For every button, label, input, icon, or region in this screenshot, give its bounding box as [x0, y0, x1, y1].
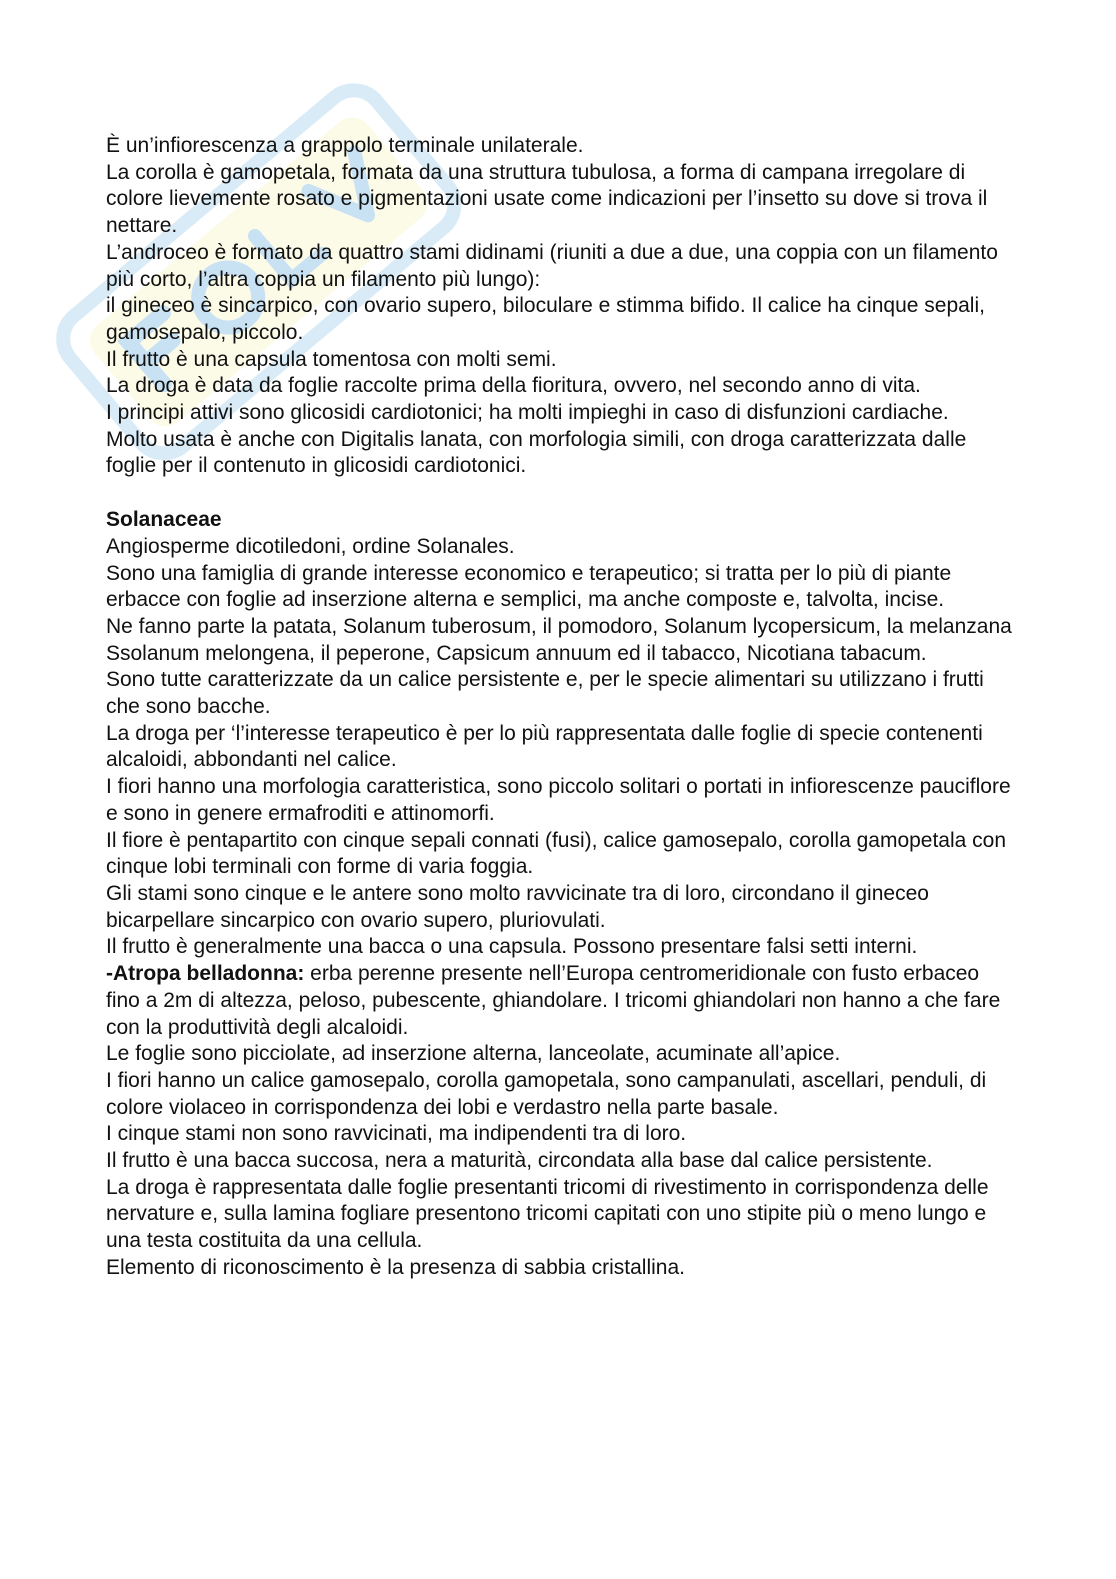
paragraph: il gineceo è sincarpico, con ovario supero, biloculare e stimma bifido. Il calice ha cinque sepali, gamosepalo, piccolo. [106, 294, 985, 344]
paragraph: I fiori hanno una morfologia caratteristica, sono piccolo solitari o portati in infiorescenze pauciflore e sono in genere ermafroditi e attinomorfi. [106, 775, 1011, 825]
document-page [106, 133, 1016, 1282]
paragraph: Sono una famiglia di grande interesse economico e terapeutico; si tratta per lo più di piante erbacce con foglie ad inserzione alterna e semplici, ma anche composte e, talvolta, incise. [106, 561, 952, 612]
paragraph: Gli stami sono cinque e le antere sono molto ravvicinate tra di loro, circondano il gineceo bicarpellare sincarpico con ovario supero, pluriovulati. [106, 881, 929, 932]
paragraph: L’androceo è formato da quattro stami didinami (riuniti a due a due, una coppia con un filamento più corto, l’altra coppia un filamento più lungo): [106, 240, 998, 291]
paragraph: Sono tutte caratterizzate da un calice persistente e, per le specie alimentari su utilizzano i frutti che sono bacche. [106, 668, 984, 719]
paragraph: Le foglie sono picciolate, ad inserzione alterna, lanceolate, acuminate all’apice. [106, 1042, 841, 1066]
paragraph: Il frutto è generalmente una bacca o una capsula. Possono presentare falsi setti interni. [106, 935, 918, 959]
paragraph: Angiosperme dicotiledoni, ordine Solanales. [106, 534, 515, 558]
paragraph: Il frutto è una capsula tomentosa con molti semi. [106, 347, 557, 371]
atropa-text: erba perenne presente nell’Europa centromeridionale con fusto erbaceo fino a 2m di altezza, peloso, pubescente, ghiandolare. I tricomi ghiandolari non hanno a che fare con la produttività degli alcaloidi. [106, 962, 1001, 1039]
atropa-paragraph [106, 961, 1016, 1041]
atropa-term: -Atropa belladonna: [106, 962, 305, 986]
paragraph: La droga è data da foglie raccolte prima della fioritura, ovvero, nel secondo anno di vita. [106, 374, 921, 398]
paragraph: È un’infiorescenza a grappolo terminale unilaterale. [106, 134, 584, 157]
paragraph: Molto usata è anche con Digitalis lanata, con morfologia simili, con droga caratterizzata dalle foglie per il contenuto in glicosidi cardiotonici. [106, 427, 967, 478]
paragraph: I fiori hanno un calice gamosepalo, corolla gamopetala, sono campanulati, ascellari, penduli, di colore violaceo in corrispondenza dei lobi e verdastro nella parte basale. [106, 1068, 987, 1119]
paragraph: Ne fanno parte la patata, Solanum tuberosum, il pomodoro, Solanum lycopersicum, la melanzana Ssolanum melongena, il peperone, Capsicum annuum ed il tabacco, Nicotiana tabacum. [106, 614, 1012, 665]
section-heading: Solanaceae [106, 508, 222, 532]
paragraph: La droga è rappresentata dalle foglie presentanti tricomi di rivestimento in corrispondenza delle nervature e, sulla lamina fogliare presentono tricomi capitati con uno stipite più o meno lungo e una testa costituita da una cellula. [106, 1175, 989, 1253]
paragraph: I cinque stami non sono ravvicinati, ma indipendenti tra di loro. [106, 1122, 687, 1146]
paragraph: La droga per ‘l’interesse terapeutico è per lo più rappresentata dalle foglie di specie contenenti alcaloidi, abbondanti nel calice. [106, 721, 983, 772]
paragraph: Il frutto è una bacca succosa, nera a maturità, circondata alla base dal calice persistente. [106, 1149, 933, 1173]
paragraph: I principi attivi sono glicosidi cardiotonici; ha molti impieghi in caso di disfunzioni cardiache. [106, 401, 949, 425]
paragraph: La corolla è gamopetala, formata da una struttura tubulosa, a forma di campana irregolare di colore lievemente rosato e pigmentazioni usate come indicazioni per l’insetto su dove si trova il nettare. [106, 160, 988, 238]
paragraph: Elemento di riconoscimento è la presenza di sabbia cristallina. [106, 1255, 685, 1279]
blank-line [106, 480, 1016, 507]
paragraph: Il fiore è pentapartito con cinque sepali connati (fusi), calice gamosepalo, corolla gamopetala con cinque lobi terminali con forme di varia foggia. [106, 828, 1007, 879]
